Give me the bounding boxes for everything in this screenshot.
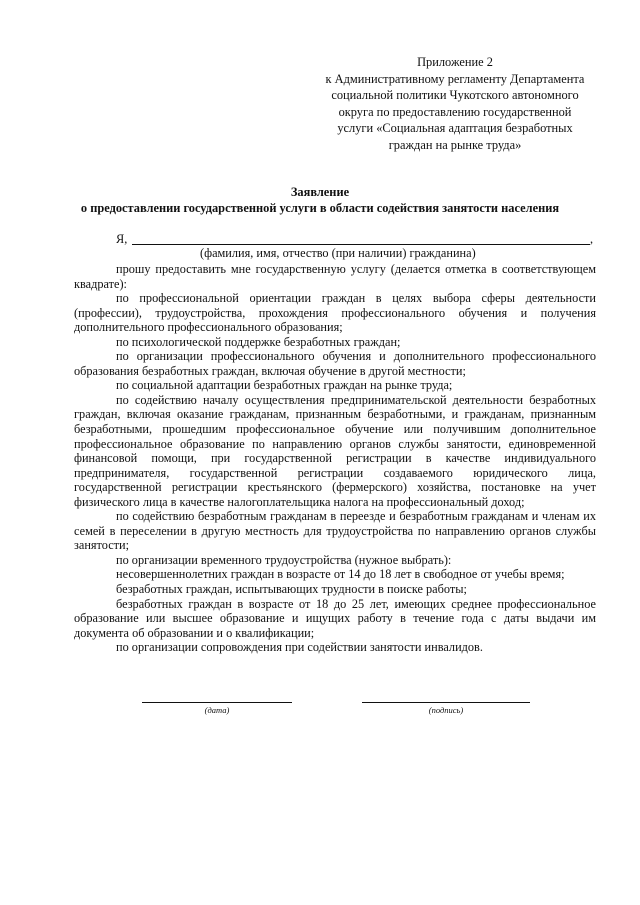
appendix-line: услуги «Социальная адаптация безработных — [337, 121, 573, 136]
date-caption: (дата) — [204, 705, 230, 715]
option-item[interactable]: по организации временного трудоустройства (нужное выбрать): — [116, 552, 452, 567]
document-title: Заявление — [290, 185, 350, 199]
applicant-name-hint: (фамилия, имя, отчество (при наличии) гражданина) — [200, 246, 476, 260]
signature-line[interactable] — [362, 702, 530, 703]
document-subtitle: о предоставлении государственной услуги в области содействия занятости населения — [80, 201, 560, 215]
signature-caption: (подпись) — [428, 705, 464, 715]
appendix-header — [300, 54, 610, 154]
option-item[interactable]: по социальной адаптации безработных граждан на рынке труда; — [116, 378, 453, 393]
option-item[interactable]: по психологической поддержке безработных граждан; — [116, 334, 401, 349]
appendix-line: граждан на рынке труда» — [388, 137, 522, 152]
request-intro: прошу предоставить мне государственную услугу (делается отметка в соответствующем квадрате): — [74, 262, 596, 291]
appendix-line: Приложение 2 — [417, 55, 493, 69]
date-line[interactable] — [142, 702, 292, 703]
application-body — [74, 262, 596, 655]
option-subitem[interactable]: безработных граждан в возрасте от 18 до 25 лет, имеющих среднее профессиональное образование или высшее образование и ищущих работу в течение года с даты выдачи им документа об образовании и о квалификации; — [74, 596, 596, 640]
option-item[interactable]: по содействию безработным гражданам в переезде и безработным гражданам и членам их семей в переселении в другую местность для трудоустройства по направлению органов службы занятости; — [74, 509, 596, 553]
option-item[interactable]: по организации сопровождения при содействии занятости инвалидов. — [116, 640, 483, 655]
option-subitem[interactable]: несовершеннолетних граждан в возрасте от 14 до 18 лет в свободное от учебы время; — [116, 567, 565, 582]
applicant-suffix: , — [590, 232, 594, 246]
option-item[interactable]: по содействию началу осуществления предпринимательской деятельности безработных граждан, включая оказание гражданам, признанным безработными, и гражданам, признанным безработными, прошедшим профессиональное обучение или получившим дополнительное профессиональное образование по направлению органов службы занятости, единовременной финансовой помощи, при государственной регистрации в качестве индивидуального предпринимателя, государственной регистрации создаваемого юридического лица, государственной регистрации крестьянского (фермерского) хозяйства, постановке на учет физического лица в качестве налогоплательщика налога на профессиональный доход; — [74, 392, 596, 509]
applicant-name-field[interactable] — [132, 244, 590, 245]
option-subitem[interactable]: безработных граждан, испытывающих трудности в поиске работы; — [116, 582, 467, 597]
applicant-prefix: Я, — [116, 232, 128, 246]
option-item[interactable]: по организации профессионального обучения и дополнительного профессионального образования безработных граждан, включая обучение в другой местности; — [74, 349, 596, 378]
appendix-line: к Административному регламенту Департамента — [325, 71, 585, 86]
appendix-line: социальной политики Чукотского автономного — [331, 88, 579, 103]
appendix-line: округа по предоставлению государственной — [338, 104, 572, 119]
option-item[interactable]: по профессиональной ориентации граждан в целях выбора сферы деятельности (профессии), трудоустройства, прохождения профессионального обучения и получения дополнительного профессионального образования; — [74, 291, 596, 335]
